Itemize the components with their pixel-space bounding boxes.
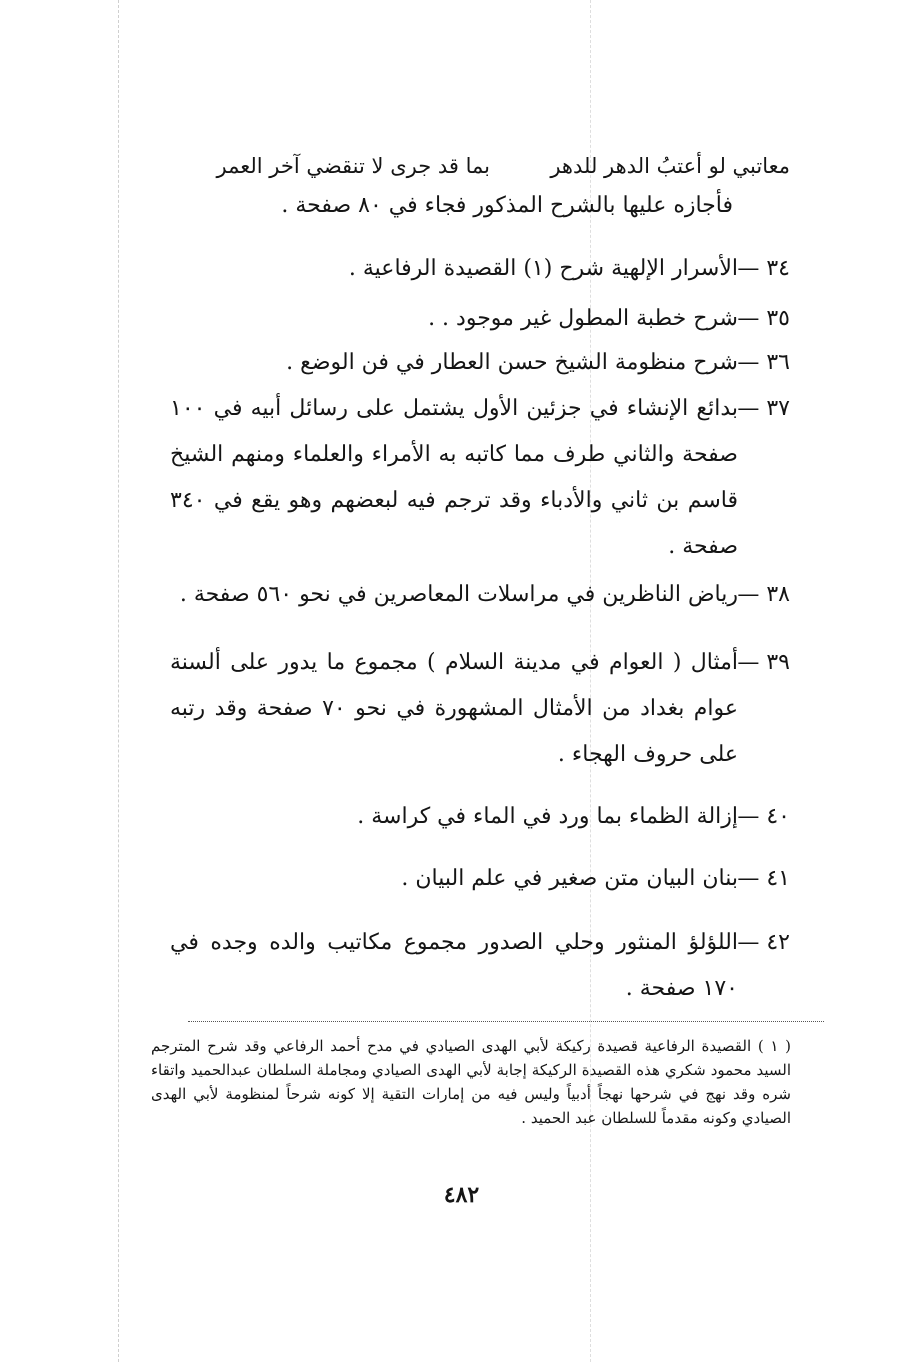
list-item-text: شرح منظومة الشيخ حسن العطار في فن الوضع . xyxy=(286,350,738,375)
list-item-text: إزالة الظماء بما ورد في الماء في كراسة . xyxy=(357,804,738,829)
page-number: ٤٨٢ xyxy=(443,1182,480,1208)
list-item xyxy=(170,296,790,342)
list-item-number: ٣٤ — xyxy=(737,256,790,281)
list-item-number: ٤٠ — xyxy=(737,804,790,829)
list-item xyxy=(170,386,790,570)
list-item-text: اللؤلؤ المنثور وحلي الصدور مجموع مكاتيب والده وجده في ١٧٠ صفحة . xyxy=(170,930,738,1001)
list-item xyxy=(170,920,790,1012)
list-item-text: بدائع الإنشاء في جزئين الأول يشتمل على رسائل أبيه في ١٠٠ صفحة والثاني طرف مما كاتبه به الأمراء والعلماء ومنهم الشيخ قاسم بن ثاني والأدباء وقد ترجم فيه لبعضهم وهو يقع في ٣٤٠ صفحة . xyxy=(170,396,738,559)
list-item-number: ٣٩ — xyxy=(737,650,790,675)
list-item-number: ٣٦ — xyxy=(737,350,790,375)
verse-second-hemistich: بما قد جرى لا تنقضي آخر العمر xyxy=(216,154,490,178)
verse-first-hemistich: معاتبي لو أعتبُ الدهر للدهر xyxy=(550,154,790,178)
list-item xyxy=(170,572,790,618)
list-item-number: ٣٨ — xyxy=(737,582,790,607)
list-item-text: أمثال ( العوام في مدينة السلام ) مجموع ما يدور على ألسنة عوام بغداد من الأمثال المشهورة في نحو ٧٠ صفحة وقد رتبه على حروف الهجاء . xyxy=(170,650,739,767)
poem-verse xyxy=(150,148,790,184)
list-item-number: ٣٧ — xyxy=(737,396,790,421)
footnote-divider xyxy=(188,1021,824,1022)
list-item xyxy=(170,640,790,778)
list-item-number: ٣٥ — xyxy=(737,306,790,331)
list-item-text: رياض الناظرين في مراسلات المعاصرين في نحو ٥٦٠ صفحة . xyxy=(179,582,738,607)
list-item xyxy=(170,856,790,902)
verse-followup-text: فأجازه عليها بالشرح المذكور فجاء في ٨٠ صفحة . xyxy=(281,193,733,218)
list-item-text: الأسرار الإلهية شرح (١) القصيدة الرفاعية . xyxy=(348,256,738,281)
list-item xyxy=(170,794,790,840)
list-item-number: ٤١ — xyxy=(737,866,790,891)
list-item xyxy=(170,340,790,386)
list-item-text: شرح خطبة المطول غير موجود . . xyxy=(428,306,738,331)
list-item-text: بنان البيان متن صغير في علم البيان . xyxy=(401,866,738,891)
scan-guide-line xyxy=(118,0,119,1362)
list-item-number: ٤٢ — xyxy=(737,930,790,955)
list-item xyxy=(170,246,790,292)
footnote: ( ١ ) القصيدة الرفاعية قصيدة ركيكة لأبي الهدى الصيادي في مدح أحمد الرفاعي وقد شرح المترجم السيد محمود شكري هذه القصيدة الركيكة إجابة لأبي الهدى الصيادي ومجاملة السلطان عبدالحميد واتقاء شره وقد نهج في شرحها نهجاً أدبياً وليس فيه من إمارات التقية إلا كونه شرحاً لمنظومة لأبي الهدى الصيادي وكونه مقدماً للسلطان عبد الحميد . xyxy=(151,1037,791,1127)
